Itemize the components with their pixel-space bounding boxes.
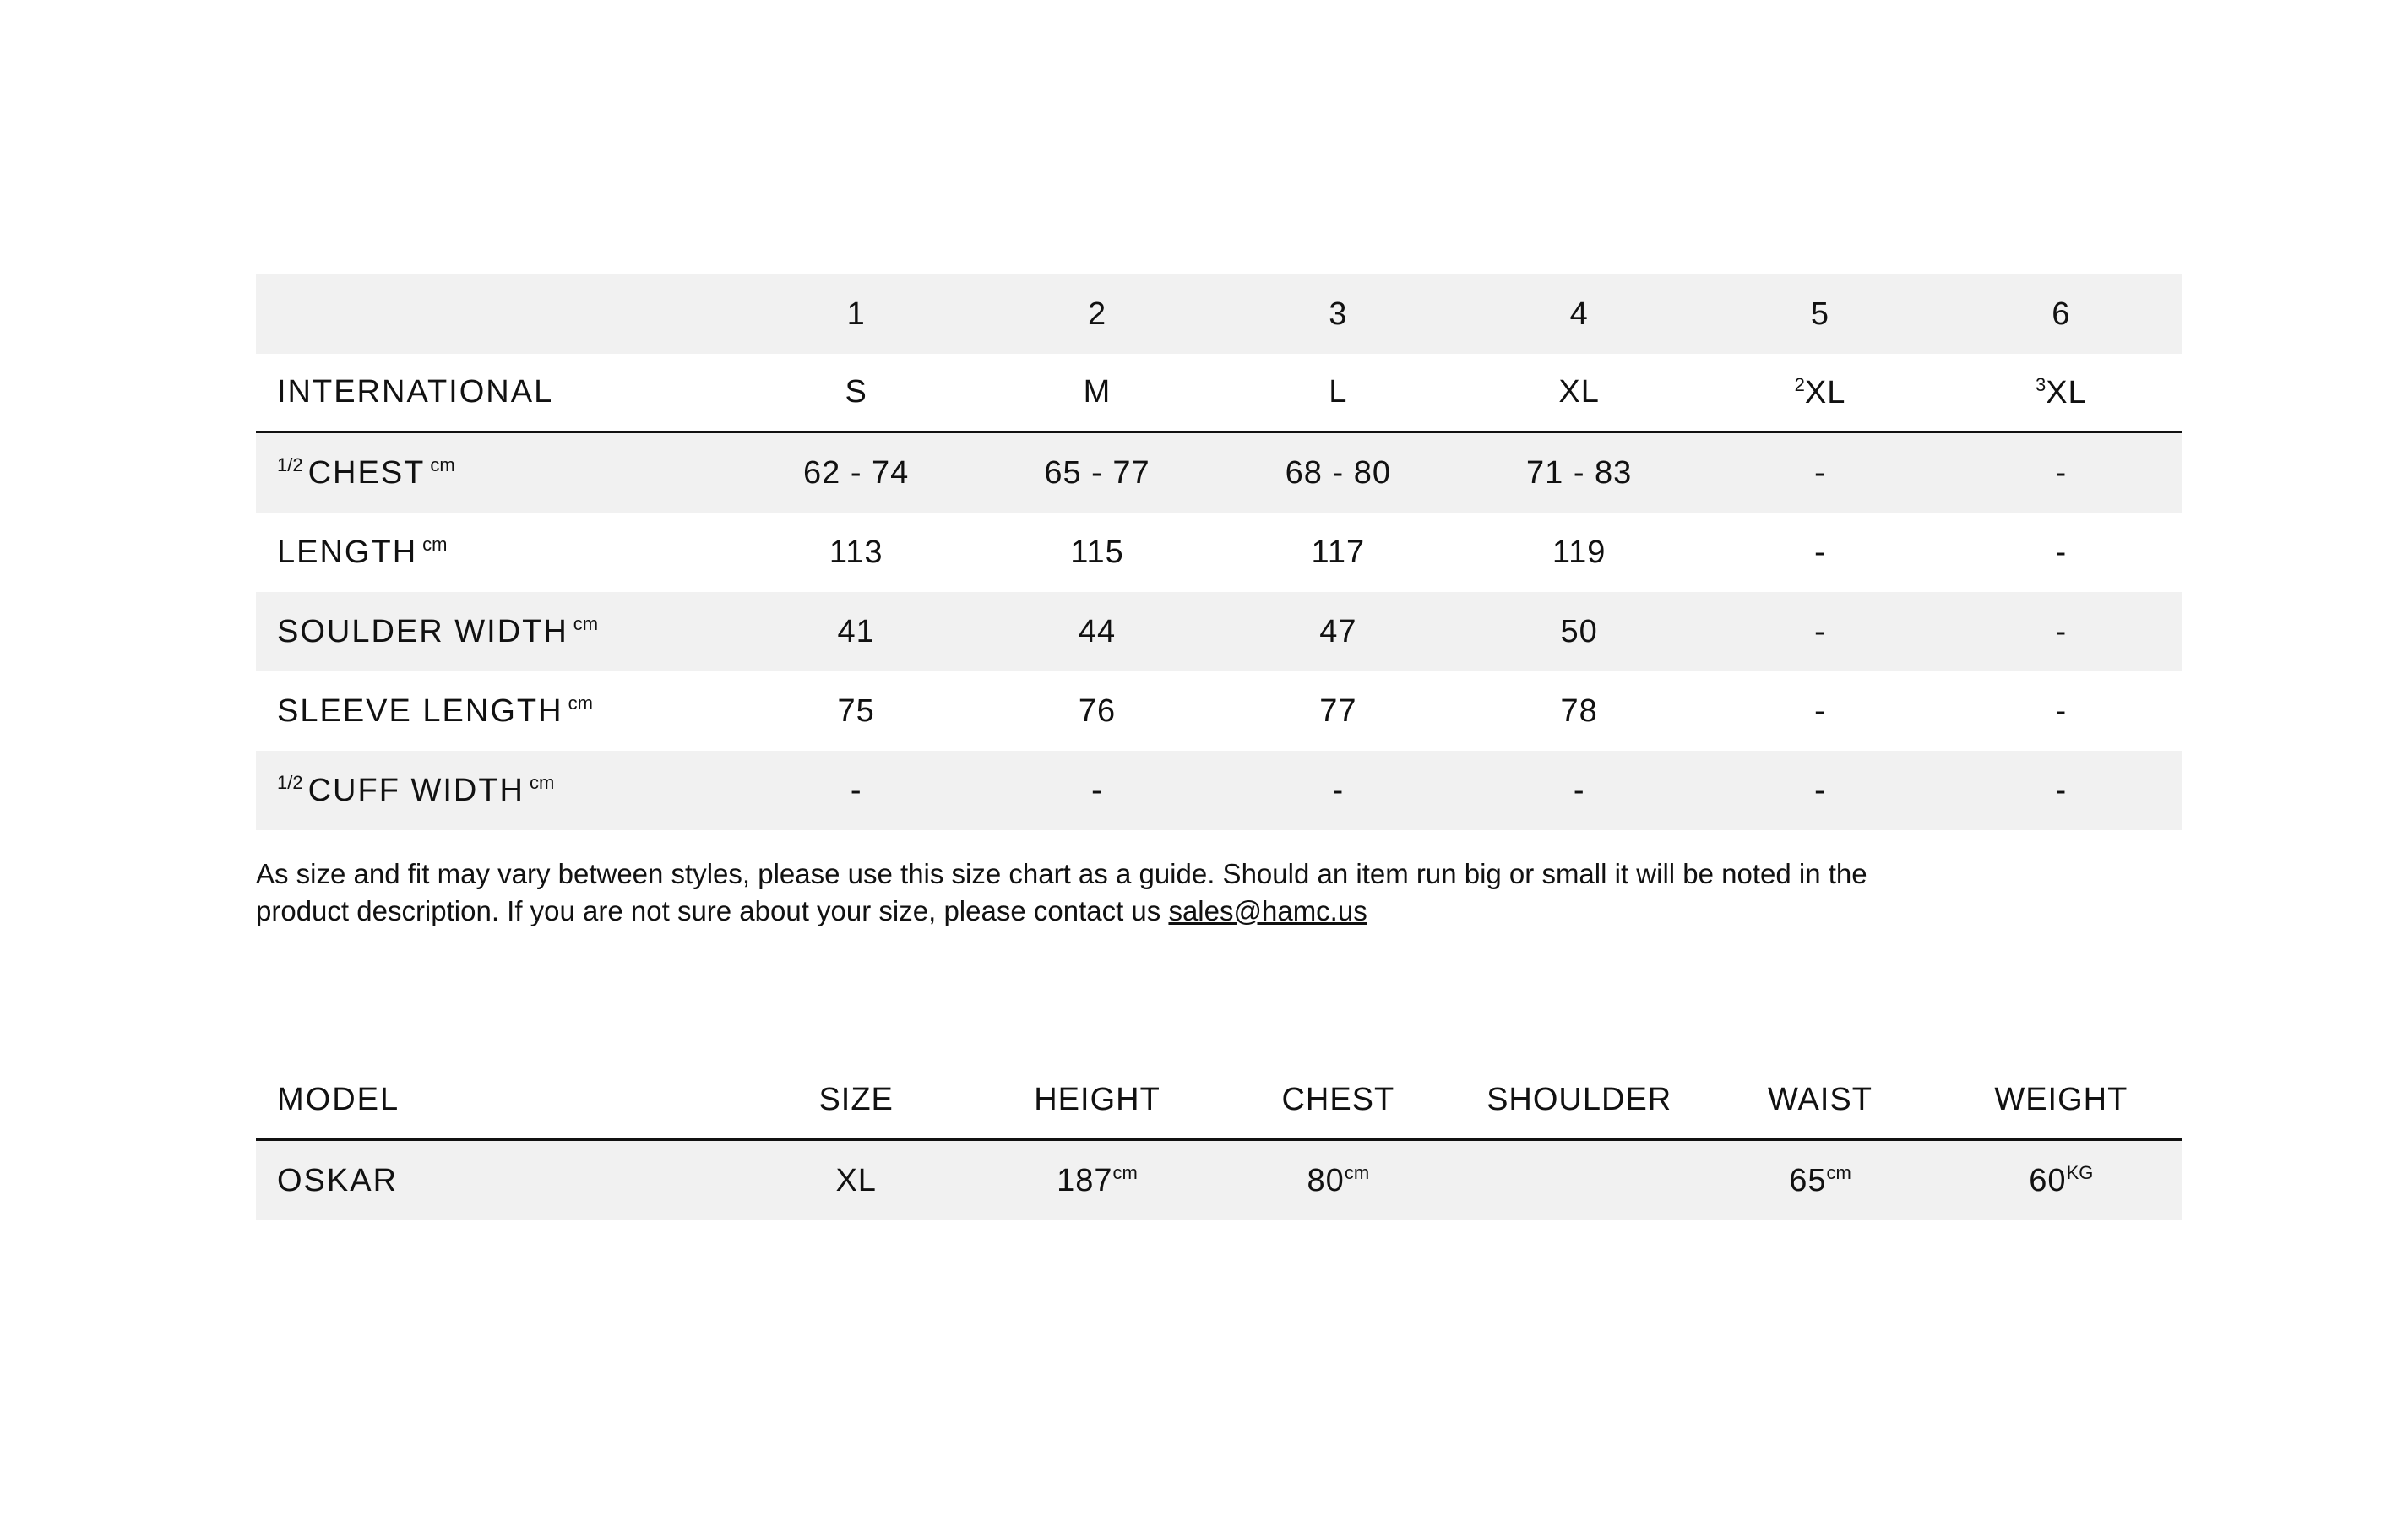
measurement-value: - [1814,534,1826,570]
international-size [1218,374,1459,410]
measurement-name: SLEEVE LENGTH [277,693,563,729]
sales-email-link[interactable]: sales@hamc.us [1168,895,1367,926]
model-weight-unit: KG [2066,1162,2094,1183]
model-chest-unit: cm [1344,1162,1370,1183]
size-number-row [256,274,2182,354]
international-size [976,374,1217,410]
model-waist [1699,1162,1940,1199]
measurement-value: - [1814,772,1826,808]
measurement-value: 41 [837,613,875,649]
model-waist-unit: cm [1826,1162,1851,1183]
model-header: SHOULDER [1487,1082,1672,1117]
model-waist-value: 65 [1789,1163,1827,1198]
measurement-name: LENGTH [277,535,418,570]
model-table [256,1062,2182,1220]
size-chart-table [256,274,2182,830]
measurement-unit: cm [568,693,593,714]
measurement-name: CHEST [307,455,426,491]
model-header: CHEST [1281,1082,1395,1117]
size-number: 4 [1569,296,1589,332]
model-chest [1218,1162,1459,1199]
measurement-value: - [2055,613,2068,649]
international-size [1699,374,1940,411]
measurement-row-sleeve-length [256,671,2182,751]
measurement-name: SOULDER WIDTH [277,614,568,649]
size-text: XL [1804,374,1846,410]
measurement-unit: cm [573,613,599,634]
model-weight [1941,1162,2182,1199]
measurement-label [256,454,736,492]
measurement-row-shoulder-width [256,592,2182,671]
measurement-prefix: 1/2 [277,454,303,475]
size-number: 2 [1087,296,1107,332]
model-header-row [256,1062,2182,1141]
size-text: L [1329,374,1348,410]
measurement-row-chest [256,433,2182,513]
measurement-label [256,693,736,730]
measurement-value: - [2055,772,2068,808]
measurement-value: - [1814,454,1826,491]
measurement-value: 50 [1560,613,1598,649]
international-size-row [256,354,2182,433]
measurement-value: 117 [1311,534,1366,570]
measurement-label [256,534,736,571]
international-label: INTERNATIONAL [277,374,554,410]
measurement-value: 115 [1070,534,1124,570]
measurement-value: 65 - 77 [1044,454,1150,491]
measurement-value: 62 - 74 [803,454,910,491]
measurement-value: - [2055,454,2068,491]
size-number: 1 [846,296,866,332]
measurement-value: - [850,772,862,808]
model-header: WEIGHT [1994,1082,2128,1117]
measurement-value: - [1332,772,1345,808]
measurement-prefix: 1/2 [277,772,303,793]
model-chest-value: 80 [1307,1163,1345,1198]
measurement-unit: cm [430,454,455,475]
measurement-name: CUFF WIDTH [307,773,525,808]
international-size [1459,374,1699,410]
measurement-value: 113 [829,534,883,570]
measurement-label [256,613,736,650]
measurement-row-cuff-width [256,751,2182,830]
measurement-value: 47 [1319,613,1357,649]
model-height [976,1162,1217,1199]
international-size [736,374,976,410]
measurement-value: - [2055,693,2068,729]
measurement-value: 75 [837,693,875,729]
model-name: OSKAR [277,1162,399,1198]
size-number: 3 [1329,296,1348,332]
measurement-unit: cm [422,534,448,555]
size-text: XL [2046,374,2087,410]
size-sup: 3 [2035,373,2047,395]
size-number: 5 [1810,296,1830,332]
measurement-value: 71 - 83 [1526,454,1633,491]
model-size: XL [835,1162,877,1198]
size-text: XL [1558,374,1600,410]
measurement-value: - [1091,772,1103,808]
model-header: WAIST [1768,1082,1873,1117]
measurement-label [256,772,736,809]
model-height-value: 187 [1057,1163,1113,1198]
measurement-value: 77 [1319,693,1357,729]
size-number: 6 [2052,296,2071,332]
measurement-value: 44 [1078,613,1117,649]
measurement-value: - [1814,613,1826,649]
measurement-value: 119 [1552,534,1606,570]
measurement-value: 76 [1078,693,1117,729]
model-header: HEIGHT [1034,1082,1161,1117]
measurement-value: - [1573,772,1585,808]
size-text: M [1083,374,1112,410]
size-sup: 2 [1794,373,1805,395]
size-guide-note [256,856,1945,930]
size-text: S [845,374,867,410]
measurement-value: 68 - 80 [1285,454,1391,491]
measurement-value: - [1814,693,1826,729]
international-size [1941,374,2182,411]
model-header: SIZE [818,1082,894,1117]
measurement-unit: cm [529,772,555,793]
model-row [256,1141,2182,1220]
measurement-value: - [2055,534,2068,570]
measurement-row-length [256,513,2182,592]
measurement-value: 78 [1560,693,1598,729]
model-weight-value: 60 [2029,1163,2067,1198]
model-header: MODEL [277,1082,400,1117]
model-height-unit: cm [1112,1162,1138,1183]
size-guide-note-text: As size and fit may vary between styles, please use this size chart as a guide. Should an item run big or small it will be noted in the product description. If you are not sure about your size, please contact us [256,858,1867,926]
